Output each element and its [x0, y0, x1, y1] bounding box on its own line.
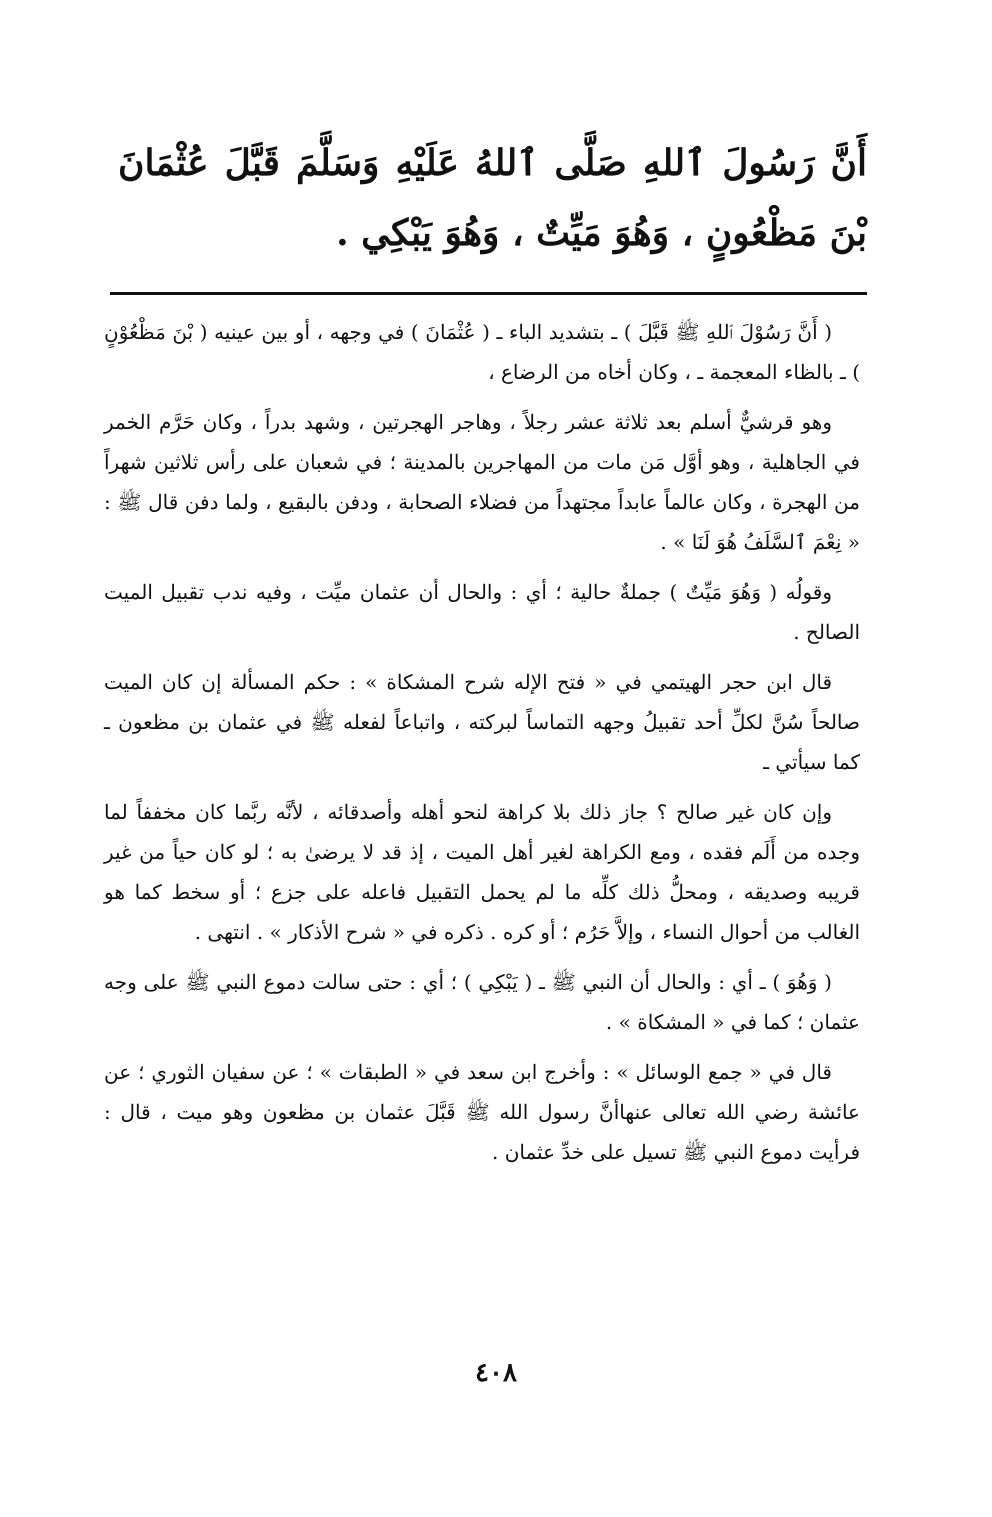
commentary-paragraph: وقولُه ( وَهُوَ مَيِّتٌ ) جملةٌ حالية ؛ أي : والحال أن عثمان ميِّت ، وفيه ندب تقبيل الميت الصالح .	[104, 580, 860, 644]
separator-rule	[110, 292, 867, 295]
page-number: ٤٠٨	[475, 1358, 517, 1388]
commentary-paragraph: قال في « جمع الوسائل » : وأخرج ابن سعد في « الطبقات » ؛ عن سفيان الثوري ؛ عن عائشة رضي الله تعالى عنهاأنَّ رسول الله ﷺ قَبَّلَ عثمان بن مظعون وهو ميت ، قال : فرأيت دموع النبي ﷺ تسيل على خدِّ عثمان .	[104, 1060, 860, 1164]
commentary-paragraph: وهو قرشيٌّ أسلم بعد ثلاثة عشر رجلاً ، وهاجر الهجرتين ، وشهد بدراً ، وكان حَرَّم الخمر في الجاهلية ، وهو أوَّل مَن مات من المهاجرين بالمدينة ؛ في شعبان على رأس ثلاثين شهراً من الهجرة ، وكان عالماً عابداً مجتهداً من فضلاء الصحابة ، ودفن بالبقيع ، ولما دفن قال ﷺ : « نِعْمَ ٱلسَّلَفُ هُوَ لَنَا » .	[104, 410, 860, 554]
commentary-paragraph: ( وَهُوَ ) ـ أي : والحال أن النبي ﷺ ـ ( يَبْكِي ) ؛ أي : حتى سالت دموع النبي ﷺ على وجه عثمان ؛ كما في « المشكاة » .	[104, 970, 860, 1034]
commentary-paragraph: قال ابن حجر الهيتمي في « فتح الإله شرح المشكاة » : حكم المسألة إن كان الميت صالحاً سُنَّ لكلِّ أحد تقبيلُ وجهه التماساً لبركته ، واتباعاً لفعله ﷺ في عثمان بن مظعون ـ كما سيأتي ـ	[104, 670, 860, 774]
commentary-section	[104, 312, 860, 1182]
hadith-text: أَنَّ رَسُولَ ٱللهِ صَلَّى ٱللهُ عَلَيْهِ وَسَلَّمَ قَبَّلَ عُثْمَانَ بْنَ مَظْعُونٍ ، وَهُوَ مَيِّتٌ ، وَهُوَ يَبْكِي .	[118, 142, 867, 254]
commentary-paragraph: ( أَنَّ رَسُوْلَ ٱللهِ ﷺ قَبَّلَ ) ـ بتشديد الباء ـ ( عُثْمَانَ ) في وجهه ، أو بين عينيه ( بْنَ مَظْعُوْنٍ ) ـ بالظاء المعجمة ـ ، وكان أخاه من الرضاع ،	[104, 320, 860, 384]
commentary-paragraph: وإن كان غير صالح ؟ جاز ذلك بلا كراهة لنحو أهله وأصدقائه ، لأنَّه ربَّما كان مخففاً لما وجده من أَلَم فقده ، ومع الكراهة لغير أهل الميت ، إذ قد لا يرضىٰ به ؛ لو كان حياً من غير قريبه وصديقه ، ومحلُّ ذلك كلِّه ما لم يحمل التقبيل فاعله على جزع ؛ أو سخط كما هو الغالب من أحوال النساء ، وإلاَّ حَرُم ؛ أو كره . ذكره في « شرح الأذكار » . انتهى .	[104, 800, 860, 944]
